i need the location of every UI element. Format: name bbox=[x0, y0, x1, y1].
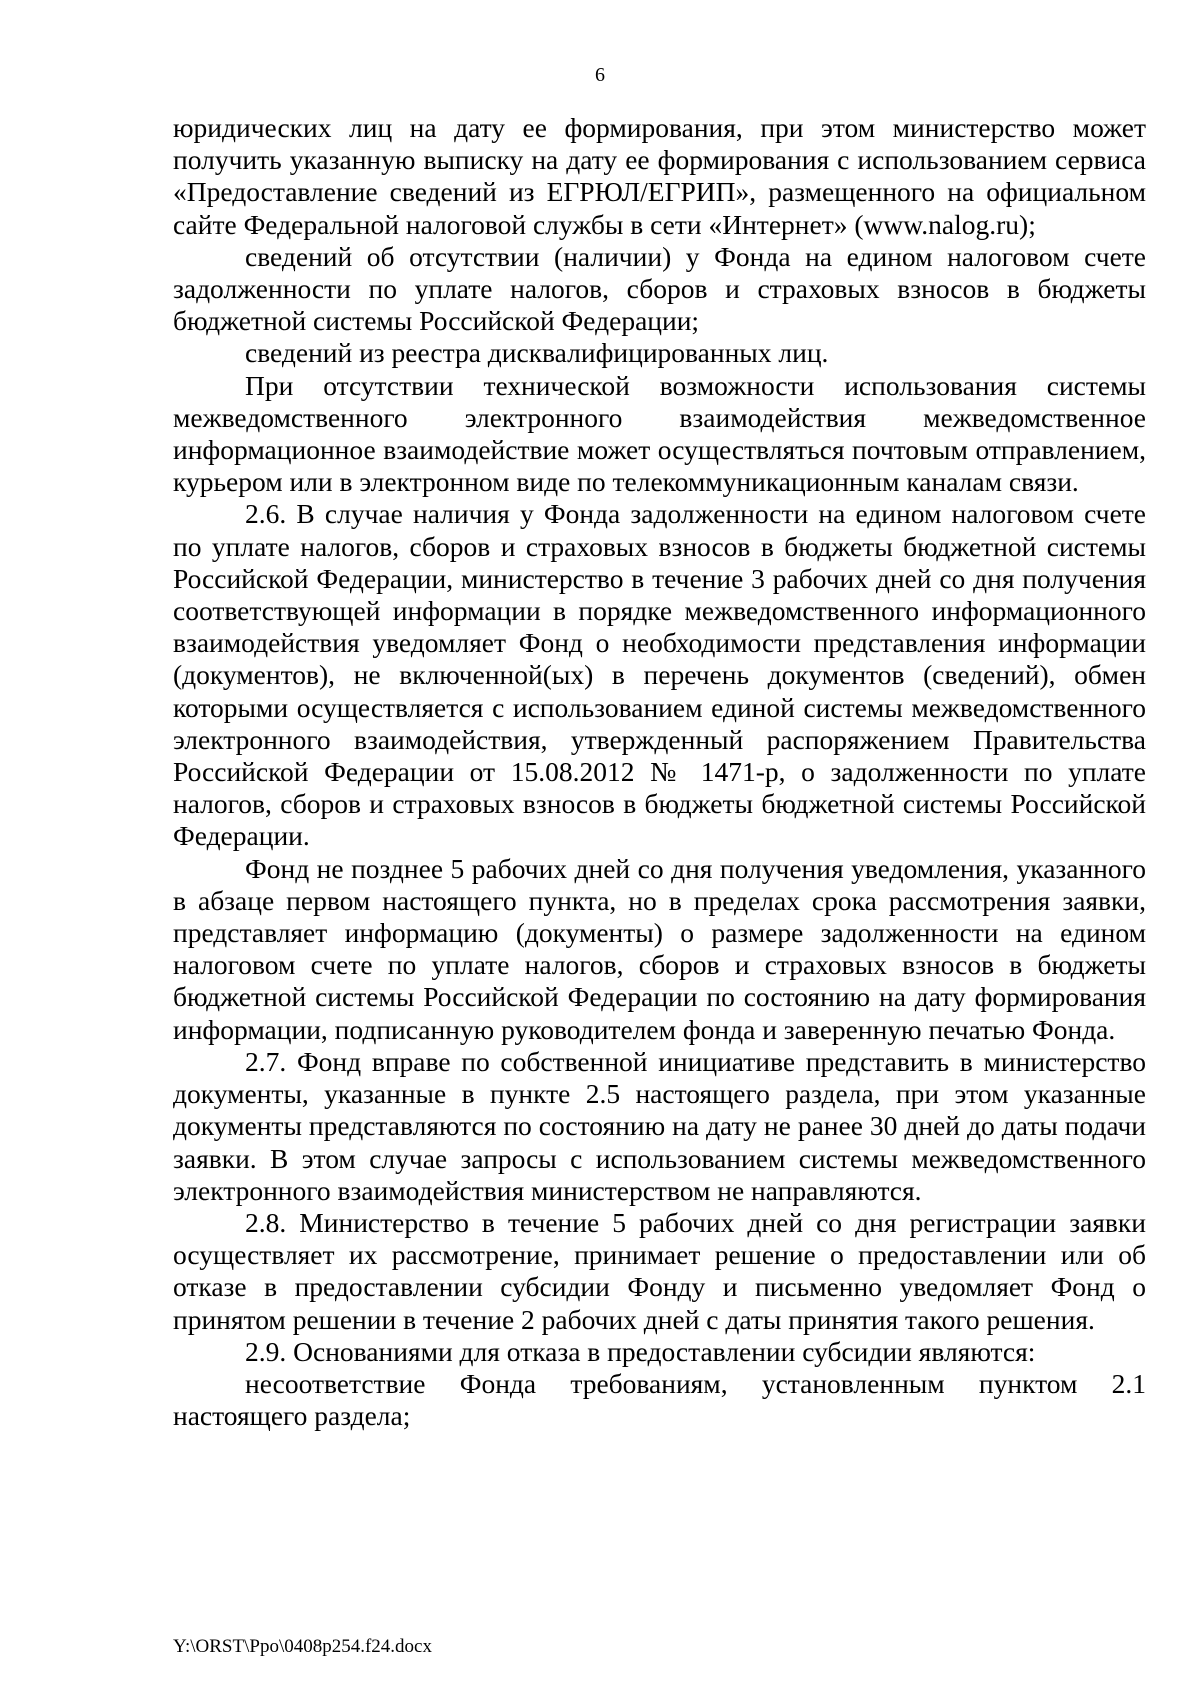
page-number: 6 bbox=[595, 64, 605, 86]
paragraph-no-technical-possibility: При отсутствии технической возможности использования системы межведомственного электронного взаимодействия межведомственное информационное взаимодействие может осуществляться почтовым отправлением, курьером или в электронном виде по телекоммуникационным каналам связи. bbox=[173, 369, 1146, 498]
paragraph-disqualified-registry: сведений из реестра дисквалифицированных лиц. bbox=[245, 337, 829, 369]
paragraph-refusal-ground-1: несоответствие Фонда требованиям, установленным пунктом 2.1 настоящего раздела; bbox=[173, 1367, 1146, 1432]
footer-file-path: Y:\ORST\Ppo\0408p254.f24.docx bbox=[173, 1636, 432, 1657]
paragraph-clause-2-8: 2.8. Министерство в течение 5 рабочих дней со дня регистрации заявки осуществляет их рассмотрение, принимает решение о предоставлении или об отказе в предоставлении субсидии Фонду и письменно уведомляет Фонд о принятом решении в течение 2 рабочих дней с даты принятия такого решения. bbox=[173, 1206, 1146, 1335]
paragraph-tax-debt-info: сведений об отсутствии (наличии) у Фонда на едином налоговом счете задолженности по уплате налогов, сборов и страховых взносов в бюджеты бюджетной системы Российской Федерации; bbox=[173, 240, 1146, 337]
paragraph-clause-2-6: 2.6. В случае наличия у Фонда задолженности на едином налоговом счете по уплате налогов, сборов и страховых взносов в бюджеты бюджетной системы Российской Федерации, министерство в течение 3 рабочих дней со дня получения соответствующей информации в порядке межведомственного информационного взаимодействия уведомляет Фонд о необходимости представления информации (документов), не включенной(ых) в перечень документов (сведений), обмен которыми осуществляется с использованием единой системы межведомственного электронного взаимодействия, утвержденный распоряжением Правительства Российской Федерации от 15.08.2012 № 1471-р, о задолженности по уплате налогов, сборов и страховых взносов в бюджеты бюджетной системы Российской Федерации. bbox=[173, 498, 1146, 852]
paragraph-egrul-extract: юридических лиц на дату ее формирования, при этом министерство может получить указанную выписку на дату ее формирования с использованием сервиса «Предоставление сведений из ЕГРЮЛ/ЕГРИП», размещенного на официальном сайте Федеральной налоговой службы в сети «Интернет» (www.nalog.ru); bbox=[173, 112, 1146, 240]
document-body bbox=[173, 112, 1146, 1432]
paragraph-clause-2-7: 2.7. Фонд вправе по собственной инициативе представить в министерство документы, указанные в пункте 2.5 настоящего раздела, при этом указанные документы представляются по состоянию на дату не ранее 30 дней до даты подачи заявки. В этом случае запросы с использованием системы межведомственного электронного взаимодействия министерством не направляются. bbox=[173, 1045, 1146, 1206]
paragraph-clause-2-9: 2.9. Основаниями для отказа в предоставлении субсидии являются: bbox=[245, 1335, 1036, 1367]
paragraph-fund-deadline: Фонд не позднее 5 рабочих дней со дня получения уведомления, указанного в абзаце первом настоящего пункта, но в пределах срока рассмотрения заявки, представляет информацию (документы) о размере задолженности на едином налоговом счете по уплате налогов, сборов и страховых взносов в бюджеты бюджетной системы Российской Федерации по состоянию на дату формирования информации, подписанную руководителем фонда и заверенную печатью Фонда. bbox=[173, 852, 1146, 1045]
